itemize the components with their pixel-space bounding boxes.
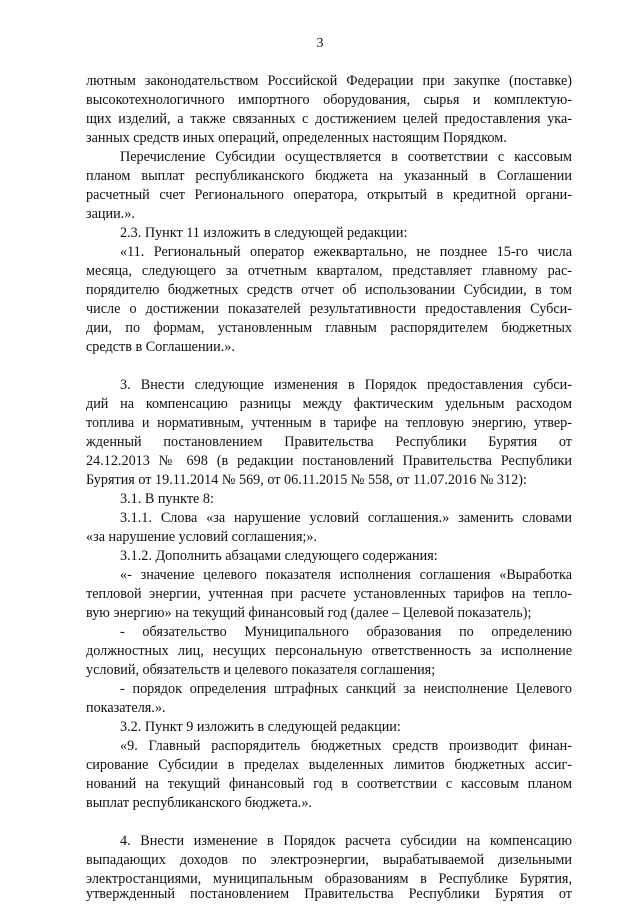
text-line: 3.2. Пункт 9 изложить в следующей редакции: (120, 719, 401, 735)
text-line: показателя.». (86, 700, 166, 716)
text-line: 3.1.2. Дополнить абзацами следующего содержания: (120, 548, 438, 564)
text-line: дии, по формам, установленным главным распорядителем бюджетных (86, 320, 572, 336)
text-line: вую энергию» на текущий финансовый год (далее – Целевой показатель); (86, 605, 532, 621)
text-line: топлива и нормативным, учтенным в тарифе на тепловую энергию, утвер- (86, 415, 572, 431)
text-line: «- значение целевого показателя исполнения соглашения «Выработка (120, 567, 572, 583)
text-line: условий, обязательств и целевого показателя соглашения; (86, 662, 436, 678)
text-line: 3.1.1. Слова «за нарушение условий соглашения.» заменить словами (120, 510, 572, 526)
text-line: 3. Внести следующие изменения в Порядок предоставления субси- (120, 377, 572, 393)
text-line: «11. Региональный оператор ежеквартально, не позднее 15-го числа (120, 244, 572, 260)
text-line: Бурятия от 19.11.2014 № 569, от 06.11.2015 № 558, от 11.07.2016 № 312): (86, 472, 527, 488)
text-line: жденный постановлением Правительства Республики Бурятия от (86, 434, 572, 450)
text-line: 24.12.2013 № 698 (в редакции постановлений Правительства Республики (86, 453, 572, 469)
text-line: выплат республиканского бюджета.». (86, 795, 312, 811)
text-line: средств в Соглашении.». (86, 339, 235, 355)
text-line: - обязательство Муниципального образования по определению (120, 624, 572, 640)
text-line: дий на компенсацию разницы между фактическим удельным расходом (86, 396, 572, 412)
text-line: щих изделий, а также связанных с достижением целей предоставления ука- (86, 111, 572, 127)
text-line: электростанциями, муниципальным образованиям в Республике Бурятия, (86, 871, 572, 887)
text-line: 2.3. Пункт 11 изложить в следующей редакции: (120, 225, 408, 241)
text-line: 4. Внести изменение в Порядок расчета субсидии на компенсацию (120, 833, 572, 849)
text-line: нований на текущий финансовый год в соответствии с кассовым планом (86, 776, 572, 792)
text-line: «9. Главный распорядитель бюджетных средств производит финан- (120, 738, 572, 754)
text-line: порядителю бюджетных средств отчет об использовании Субсидии, в том (86, 282, 572, 298)
text-line: месяца, следующего за отчетным кварталом, представляет главному рас- (86, 263, 572, 279)
text-line: 3.1. В пункте 8: (120, 491, 214, 507)
text-line: зации.». (86, 206, 135, 222)
text-line: утвержденный постановлением Правительства Республики Бурятия от (86, 886, 572, 902)
text-line: сирование Субсидии в пределах выделенных лимитов бюджетных ассиг- (86, 757, 572, 773)
text-line: должностных лиц, несущих персональную ответственность за исполнение (86, 643, 572, 659)
text-line: числе о достижении показателей результативности предоставления Субси- (86, 301, 572, 317)
text-line: выпадающих доходов по электроэнергии, вырабатываемой дизельными (86, 852, 572, 868)
text-line: планом выплат республиканского бюджета на указанный в Соглашении (86, 168, 572, 184)
text-line: Перечисление Субсидии осуществляется в соответствии с кассовым (120, 149, 572, 165)
text-line: - порядок определения штрафных санкций за неисполнение Целевого (120, 681, 572, 697)
text-line: расчетный счет Регионального оператора, открытый в кредитной органи- (86, 187, 572, 203)
page-number: 3 (316, 36, 324, 51)
text-line: высокотехнологичного импортного оборудования, сырья и комплектую- (86, 92, 572, 108)
text-line: «за нарушение условий соглашения;». (86, 529, 318, 545)
text-line: занных средств иных операций, определенных настоящим Порядком. (86, 130, 507, 146)
text-line: лютным законодательством Российской Федерации при закупке (поставке) (86, 73, 572, 89)
text-line: тепловой энергии, учтенная при расчете установленных тарифов на тепло- (86, 586, 572, 602)
